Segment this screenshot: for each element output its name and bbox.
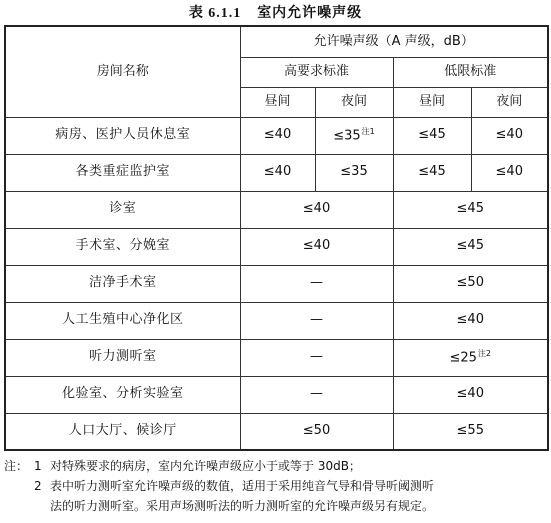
table-row — [5, 117, 548, 154]
table-row — [5, 413, 548, 450]
room-name-cell: 诊室 — [5, 191, 240, 228]
high-standard-cell: — — [240, 265, 393, 302]
header-high-night: 夜间 — [315, 87, 393, 117]
high-standard-cell: — — [240, 376, 393, 413]
room-name-cell: 病房、医护人员休息室 — [5, 117, 240, 154]
high-night-cell — [315, 117, 393, 154]
room-name-cell: 洁净手术室 — [5, 265, 240, 302]
table-row — [5, 376, 548, 413]
note-ref: 注1 — [361, 126, 375, 136]
high-day-cell: ≤40 — [240, 154, 315, 191]
header-high-day: 昼间 — [240, 87, 315, 117]
high-standard-cell: — — [240, 302, 393, 339]
table-row — [5, 154, 548, 191]
table-caption — [0, 2, 551, 22]
note-text: 表中听力测听室允许噪声级的数值，适用于采用纯音气导和骨导听阈测听 — [50, 479, 435, 493]
room-name-cell: 手术室、分娩室 — [5, 228, 240, 265]
table-row — [5, 265, 548, 302]
room-name-cell: 听力测听室 — [5, 339, 240, 376]
header-low-night: 夜间 — [471, 87, 548, 117]
room-name-cell: 人工生殖中心净化区 — [5, 302, 240, 339]
low-standard-cell: ≤45 — [393, 191, 548, 228]
high-night-value: ≤35 — [333, 128, 361, 144]
note-index: 2 — [34, 479, 42, 493]
low-standard-cell — [393, 339, 548, 376]
header-high-standard: 高要求标准 — [240, 57, 393, 87]
room-name-cell: 各类重症监护室 — [5, 154, 240, 191]
low-day-cell: ≤45 — [393, 117, 471, 154]
header-row-1 — [5, 26, 548, 57]
header-room-name: 房间名称 — [5, 26, 240, 117]
noise-level-table — [4, 25, 549, 451]
header-allowed-noise: 允许噪声级（A 声级，dB） — [240, 26, 548, 57]
table-row — [5, 228, 548, 265]
table-number: 表 6.1.1 — [188, 6, 242, 21]
low-night-cell: ≤40 — [471, 154, 548, 191]
notes-label: 注： — [4, 459, 29, 473]
high-night-cell: ≤35 — [315, 154, 393, 191]
low-standard-cell: ≤40 — [393, 302, 548, 339]
table-notes — [4, 456, 549, 516]
note-item — [4, 456, 549, 476]
note-continuation: 法的听力测听室。采用声场测听法的听力测听室的允许噪声级另有规定。 — [50, 499, 435, 513]
high-standard-cell: ≤50 — [240, 413, 393, 450]
low-standard-value: ≤25 — [449, 350, 477, 366]
note-text: 对特殊要求的病房，室内允许噪声级应小于或等于 30dB； — [50, 459, 361, 473]
low-standard-cell: ≤45 — [393, 228, 548, 265]
low-standard-cell: ≤55 — [393, 413, 548, 450]
header-low-standard: 低限标准 — [393, 57, 548, 87]
high-standard-cell: ≤40 — [240, 228, 393, 265]
room-name-cell: 化验室、分析实验室 — [5, 376, 240, 413]
room-name-cell: 人口大厅、候诊厅 — [5, 413, 240, 450]
table-row — [5, 302, 548, 339]
low-day-cell: ≤45 — [393, 154, 471, 191]
high-standard-cell: — — [240, 339, 393, 376]
header-low-day: 昼间 — [393, 87, 471, 117]
low-night-cell: ≤40 — [471, 117, 548, 154]
table-row — [5, 339, 548, 376]
high-day-cell: ≤40 — [240, 117, 315, 154]
low-standard-cell: ≤50 — [393, 265, 548, 302]
note-index: 1 — [34, 459, 42, 473]
note-item — [4, 476, 549, 496]
low-standard-cell: ≤40 — [393, 376, 548, 413]
table-title: 室内允许噪声级 — [257, 5, 363, 21]
high-standard-cell: ≤40 — [240, 191, 393, 228]
note-ref: 注2 — [477, 348, 492, 358]
table-row — [5, 191, 548, 228]
